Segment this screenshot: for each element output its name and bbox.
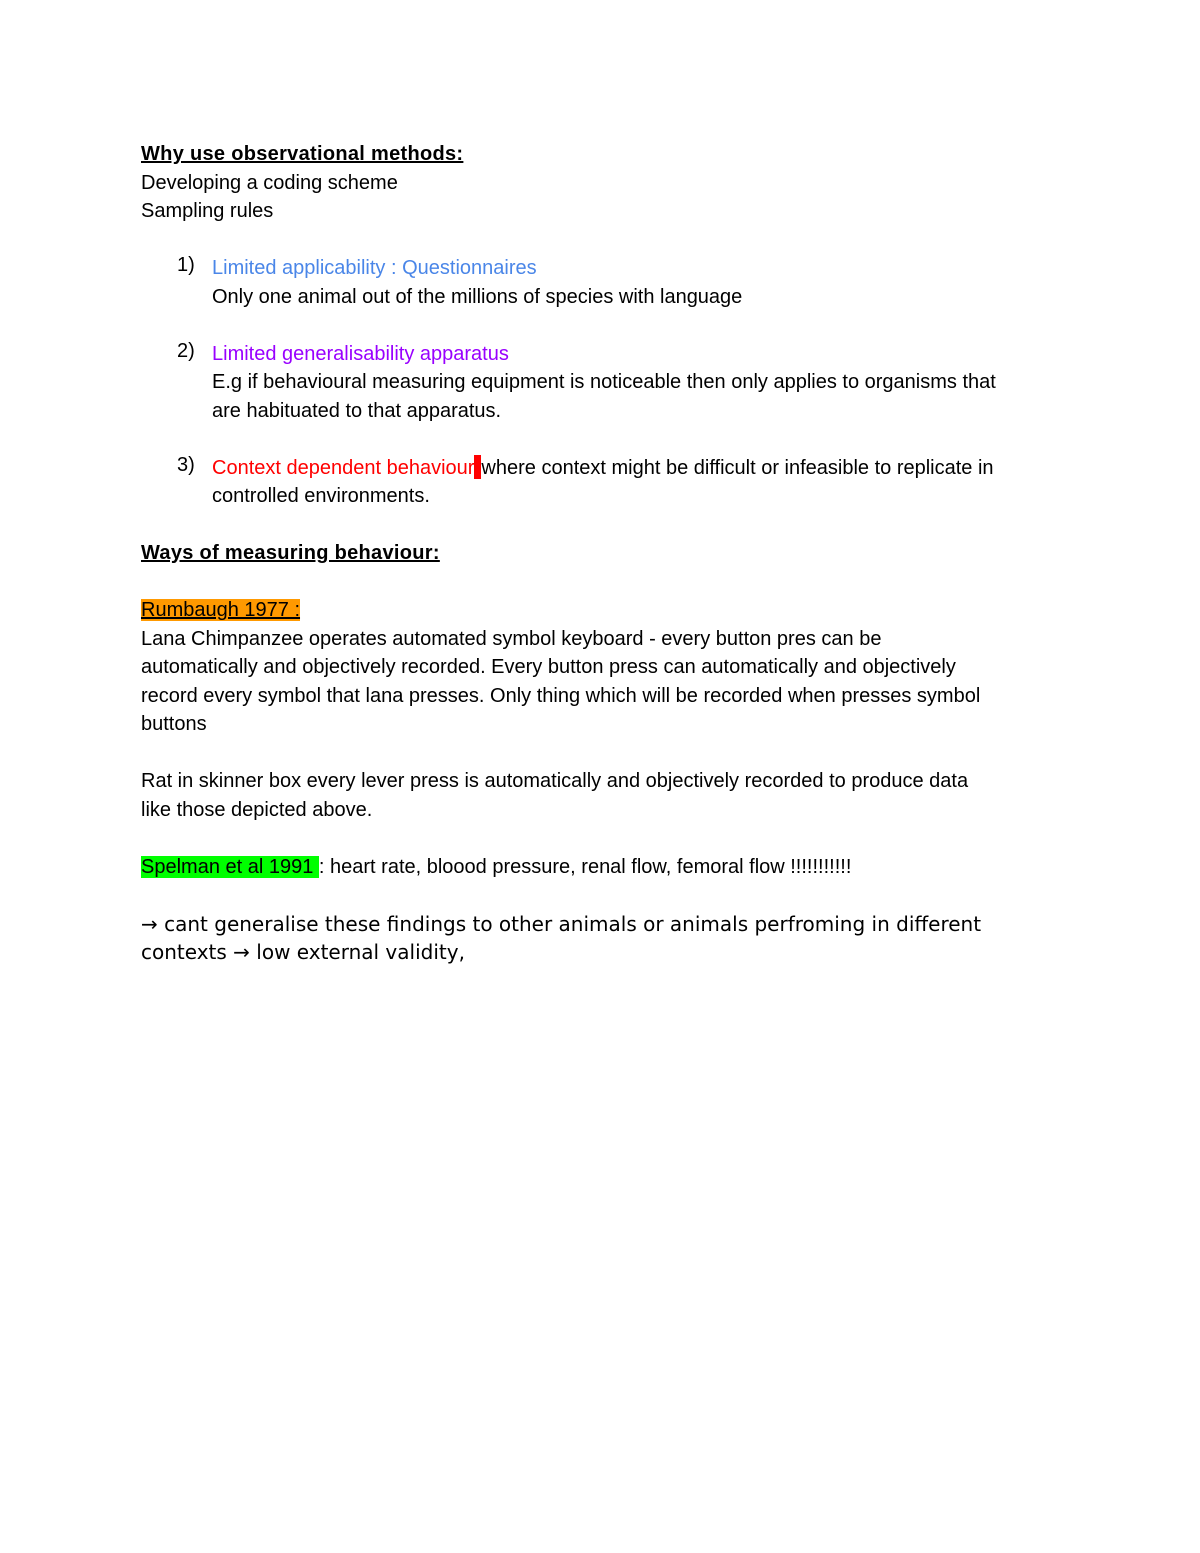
list-item-body: controlled environments. (212, 485, 430, 507)
list-item-title: Limited generalisability apparatus (212, 342, 509, 365)
text-line: Rat in skinner box every lever press is automatically and objectively recorded to produce data (141, 770, 969, 792)
list-item-3 (141, 454, 1071, 511)
section-heading-measuring-behaviour: Ways of measuring behaviour: (141, 542, 440, 564)
list-item-body: Only one animal out of the millions of species with language (212, 285, 743, 308)
rumbaugh-highlight: Rumbaugh 1977 : (141, 599, 301, 621)
text-line: automatically and objectively recorded. Every button press can automatically and objectively (141, 656, 956, 678)
list-item-1 (141, 254, 1071, 311)
rumbaugh-label-line (141, 596, 1071, 625)
list-item-2 (141, 340, 1071, 426)
list-item-body: where context might be difficult or infeasible to replicate in (481, 456, 994, 479)
list-item-line (212, 454, 1071, 483)
list-item-title: Limited applicability : Questionnaires (212, 257, 537, 279)
text-line: Developing a coding scheme (141, 171, 398, 194)
text-line: record every symbol that lana presses. Only thing which will be recorded when presses symbol (141, 684, 981, 707)
section-heading-observational-methods: Why use observational methods: (141, 143, 464, 165)
document-page (141, 140, 1071, 967)
spelman-highlight: Spelman et al 1991 (141, 855, 319, 878)
text-line: Lana Chimpanzee operates automated symbol keyboard - every button pres can be (141, 627, 882, 650)
list-item-body: are habituated to that apparatus. (212, 399, 502, 422)
text-line: like those depicted above. (141, 798, 373, 821)
list-number: 1) (177, 254, 195, 276)
text-line: Sampling rules (141, 200, 274, 222)
conclusion-line: → cant generalise these findings to other animals or animals perfroming in different (141, 911, 982, 936)
spelman-line (141, 853, 1071, 882)
list-number: 3) (177, 453, 195, 476)
spelman-text: : heart rate, bloood pressure, renal flow, femoral flow !!!!!!!!!!! (318, 855, 852, 878)
list-number: 2) (177, 339, 195, 362)
list-item-body: E.g if behavioural measuring equipment is noticeable then only applies to organisms that (212, 371, 996, 393)
text-line: buttons (141, 713, 207, 735)
conclusion-line: contexts → low external validity, (141, 940, 465, 964)
list-item-title: Context dependent behaviour (212, 456, 475, 479)
